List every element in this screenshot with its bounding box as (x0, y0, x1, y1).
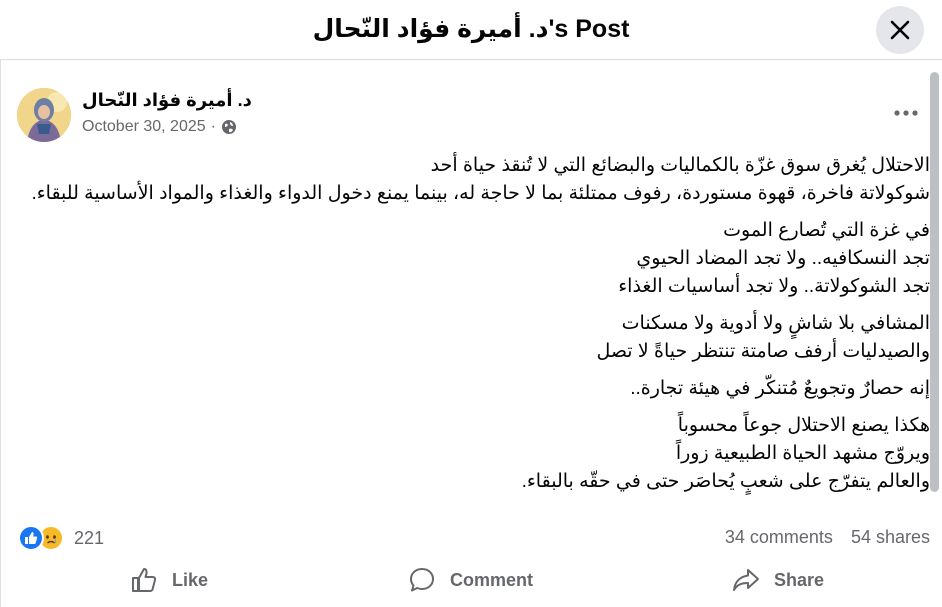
engagement-stats (725, 527, 930, 548)
avatar-image (17, 88, 71, 142)
paragraph-2 (20, 217, 930, 301)
text-line: والصيدليات أرفف صامتة تنتظر حياةً لا تصل (596, 341, 930, 362)
text-line: المشافي بلا شاشٍ ولا أدوية ولا مسكنات (621, 313, 930, 334)
close-icon (889, 19, 911, 41)
text-line: الاحتلال يُغرق سوق غزّة بالكماليات والبضائع التي لا تُنقذ حياة أحد (430, 155, 930, 176)
left-border (0, 60, 1, 607)
reaction-count[interactable]: 221 (74, 527, 105, 548)
paragraph-1 (20, 152, 930, 208)
comment-label: Comment (450, 569, 534, 590)
text-line: شوكولاتة فاخرة، قهوة مستوردة، رفوف ممتلئة بما لا حاجة له، بينما يمنع دخول الدواء والغذاء والمواد الأساسية للبقاء. (31, 183, 930, 204)
shares-count[interactable]: 54 shares (850, 527, 930, 547)
dialog-title: د. أميرة فؤاد النّحال's Post (312, 15, 630, 43)
post-text (20, 152, 930, 505)
paragraph-4 (20, 375, 930, 403)
comment-icon (408, 566, 436, 594)
post-options-button[interactable] (886, 98, 926, 128)
author-name[interactable]: د. أميرة فؤاد النّحال (82, 90, 252, 110)
scrollbar-thumb[interactable] (930, 72, 939, 492)
text-line: إنه حصارٌ وتجويعٌ مُتنكّر في هيئة تجارة.. (630, 378, 930, 399)
text-line: في غزة التي تُصارع الموت (723, 220, 930, 241)
share-button[interactable] (732, 560, 824, 600)
share-icon (732, 566, 760, 594)
action-bar (0, 560, 942, 600)
meta-separator: · (210, 118, 216, 135)
more-icon (894, 110, 918, 116)
post-meta (82, 118, 237, 136)
like-reaction-icon (18, 525, 44, 551)
text-line: تجد النسكافيه.. ولا تجد المضاد الحيوي (636, 248, 930, 269)
comment-button[interactable] (408, 560, 533, 600)
close-button[interactable] (876, 6, 924, 54)
author-avatar[interactable] (17, 88, 71, 142)
text-line: ويروّج مشهد الحياة الطبيعية زوراً (675, 443, 930, 464)
comments-count[interactable]: 34 comments (724, 527, 833, 547)
like-button[interactable] (130, 560, 208, 600)
text-line: هكذا يصنع الاحتلال جوعاً محسوباً (677, 415, 930, 436)
post-date[interactable]: October 30, 2025 (82, 118, 206, 135)
globe-icon[interactable] (221, 119, 237, 135)
paragraph-3 (20, 310, 930, 366)
text-line: والعالم يتفرّج على شعبٍ يُحاصَر حتى في حقّه بالبقاء. (521, 471, 930, 492)
dialog-header (0, 0, 942, 60)
share-label: Share (774, 569, 825, 590)
paragraph-5 (20, 412, 930, 496)
like-label: Like (172, 569, 209, 590)
like-icon (130, 566, 158, 594)
text-line: تجد الشوكولاتة.. ولا تجد أساسيات الغذاء (618, 276, 930, 297)
reactions-summary[interactable] (18, 525, 104, 551)
